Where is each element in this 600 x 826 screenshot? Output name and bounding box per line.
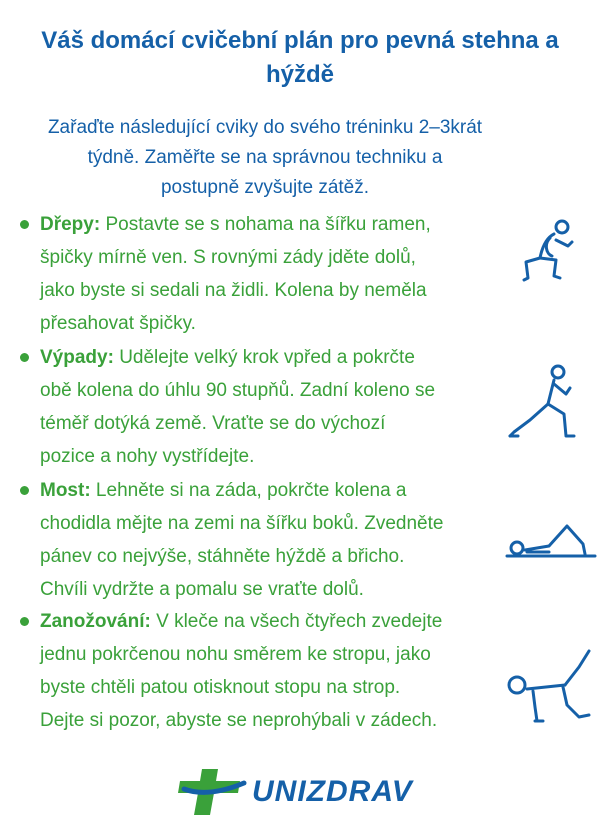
exercise-name: Dřepy: <box>40 214 101 235</box>
donkey-kick-figure-icon <box>505 645 597 727</box>
intro-paragraph <box>0 113 530 203</box>
lunge-figure-icon <box>508 362 580 444</box>
exercise-line: téměř dotýká země. Vraťte se do výchozí <box>40 413 386 434</box>
exercise-line: špičky mírně ven. S rovnými zády jděte dolů, <box>40 247 416 268</box>
exercise-item-lunges <box>20 341 520 473</box>
intro-line-2: týdně. Zaměřte se na správnou techniku a <box>87 147 443 168</box>
exercise-line: pánev co nejvýše, stáhněte hýždě a břicho. <box>40 546 405 567</box>
exercise-text: V kleče na všech čtyřech zvedejte <box>150 611 443 632</box>
exercise-line: jako byste si sedali na židli. Kolena by neměla <box>40 280 427 301</box>
bullet-icon <box>20 353 29 362</box>
exercise-name: Zanožování: <box>40 611 151 632</box>
page-title <box>0 24 600 92</box>
exercise-line: chodidla mějte na zemi na šířku boků. Zvedněte <box>40 513 444 534</box>
logo-text: UNIZDRAV <box>252 775 413 808</box>
title-line-2: hýždě <box>265 61 334 88</box>
intro-line-1: Zařaďte následující cviky do svého tréninku 2–3krát <box>47 117 483 138</box>
exercise-text: Lehněte si na záda, pokrčte kolena a <box>90 480 407 501</box>
intro-line-3: postupně zvyšujte zátěž. <box>160 177 370 198</box>
exercise-line: pozice a nohy vystřídejte. <box>40 446 255 467</box>
bullet-icon <box>20 617 29 626</box>
exercise-item-bridge <box>20 474 520 606</box>
exercise-item-donkey-kicks <box>20 605 520 737</box>
exercise-text: Udělejte velký krok vpřed a pokrčte <box>113 347 415 368</box>
exercise-name: Výpady: <box>40 347 114 368</box>
glute-bridge-figure-icon <box>505 516 597 562</box>
bullet-icon <box>20 486 29 495</box>
exercise-text: Postavte se s nohama na šířku ramen, <box>100 214 431 235</box>
exercise-line <box>20 605 520 638</box>
title-line-1: Váš domácí cvičební plán pro pevná stehna a <box>41 27 559 54</box>
squat-figure-icon <box>516 218 578 288</box>
bullet-icon <box>20 220 29 229</box>
exercise-line <box>20 208 520 241</box>
exercise-line: byste chtěli patou otisknout stopu na strop. <box>40 677 401 698</box>
exercise-line: Dejte si pozor, abyste se neprohýbali v zádech. <box>40 710 438 731</box>
exercise-item-squats <box>20 208 520 340</box>
exercise-line: přesahovat špičky. <box>40 313 196 334</box>
cross-logo-icon <box>178 765 248 822</box>
unizdrav-logo <box>178 765 438 817</box>
exercise-line <box>20 341 520 374</box>
exercise-name: Most: <box>40 480 91 501</box>
exercise-line <box>20 474 520 507</box>
exercise-line: obě kolena do úhlu 90 stupňů. Zadní koleno se <box>40 380 436 401</box>
exercise-line: Chvíli vydržte a pomalu se vraťte dolů. <box>40 579 364 600</box>
exercise-line: jednu pokrčenou nohu směrem ke stropu, jako <box>40 644 431 665</box>
